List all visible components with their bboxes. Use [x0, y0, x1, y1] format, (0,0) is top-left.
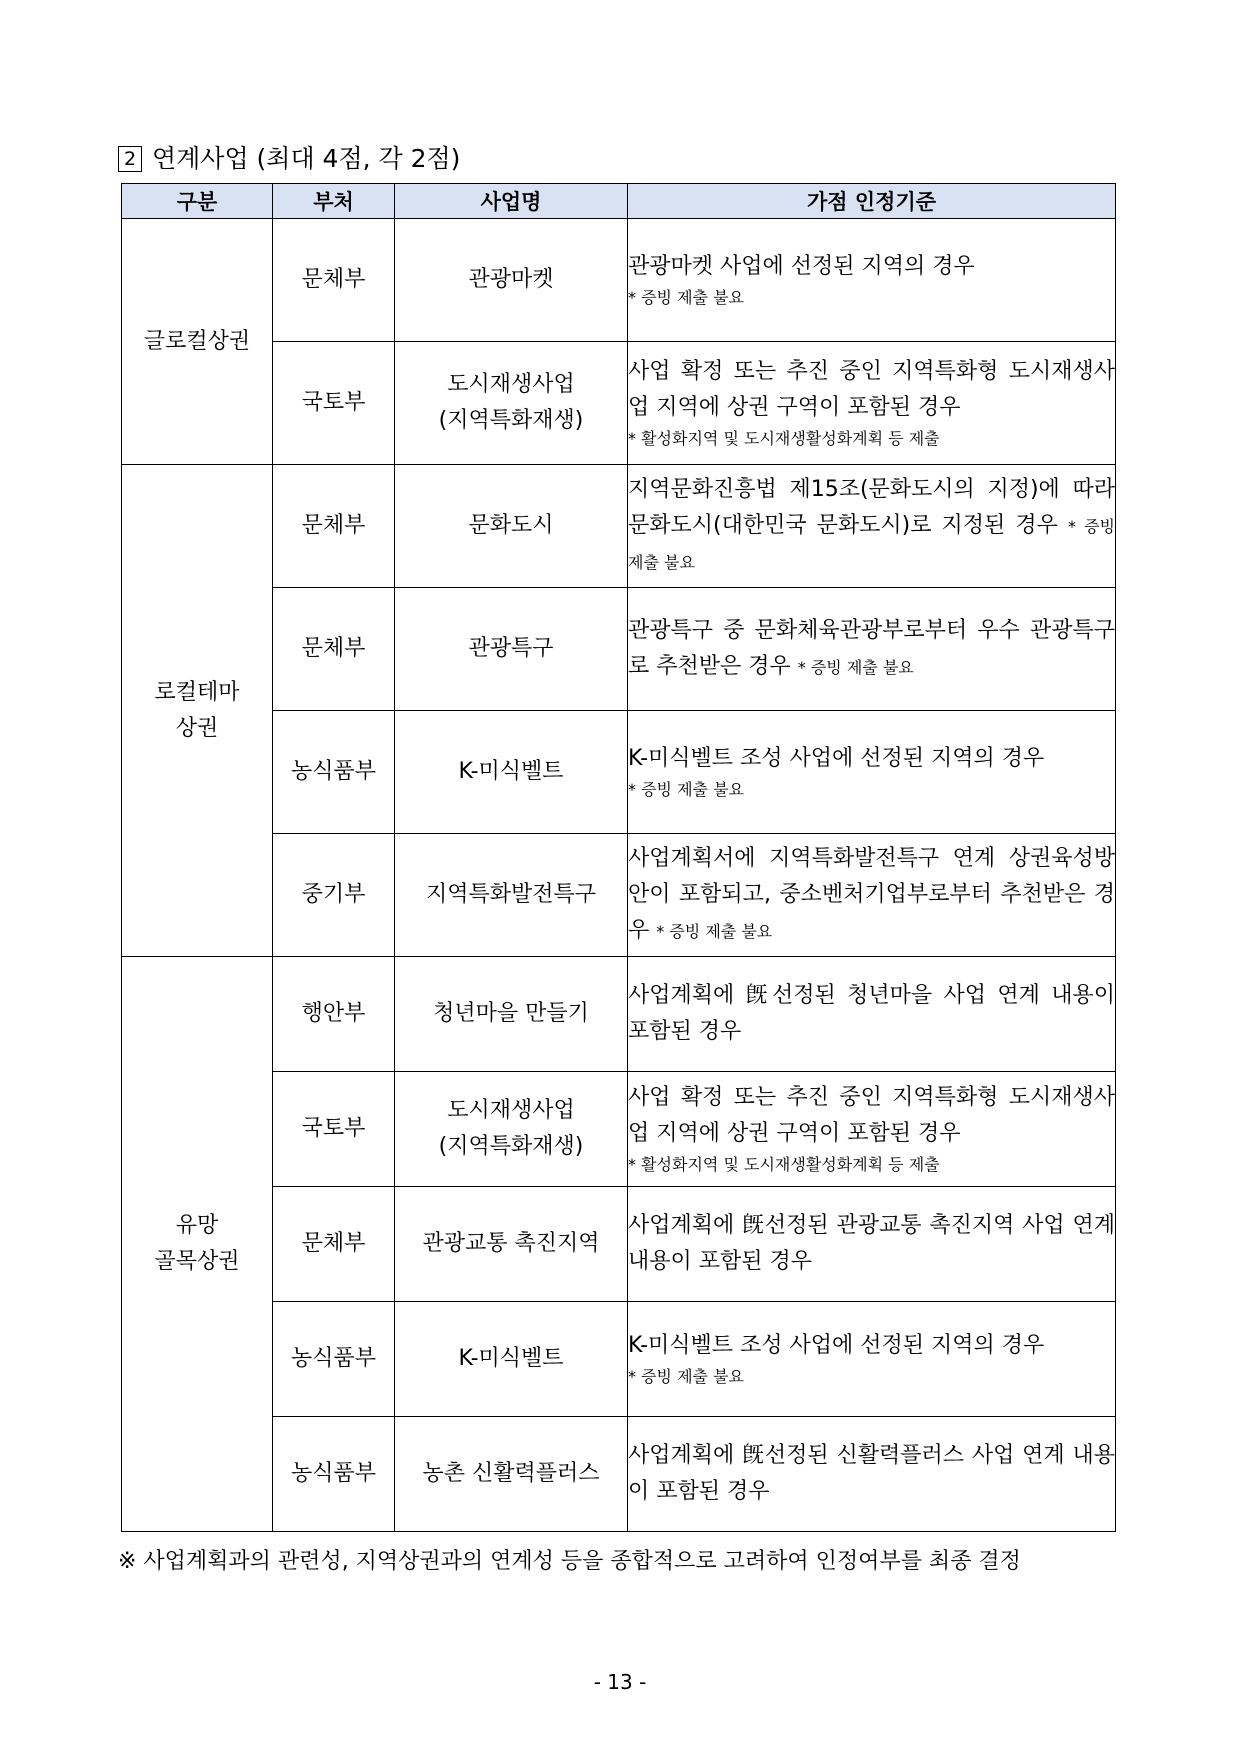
project-cell: 도시재생사업 (지역특화재생)	[395, 342, 628, 465]
criteria-cell	[628, 342, 1116, 465]
criteria-text: 사업계획서에 지역특화발전특구 연계 상권육성방안이 포함되고, 중소벤처기업부로부터 추천받은 경우	[628, 846, 1115, 943]
header-ministry: 부처	[273, 184, 395, 219]
section-number-box: 2	[118, 146, 142, 172]
project-cell: 문화도시	[395, 465, 628, 588]
category-cell: 로컬테마 상권	[122, 465, 273, 957]
project-cell: 관광교통 촉진지역	[395, 1187, 628, 1302]
section-title-text: 연계사업 (최대 4점, 각 2점)	[152, 144, 461, 173]
criteria-note: * 증빙 제출 불요	[797, 658, 914, 677]
ministry-cell: 문체부	[273, 588, 395, 711]
criteria-note: * 증빙 제출 불요	[628, 288, 744, 307]
criteria-note: * 활성화지역 및 도시재생활성화계획 등 제출	[628, 1155, 940, 1174]
table-row	[122, 219, 1116, 342]
criteria-note: * 증빙 제출 불요	[656, 922, 773, 941]
header-project: 사업명	[395, 184, 628, 219]
project-cell: 도시재생사업 (지역특화재생)	[395, 1072, 628, 1187]
ministry-cell: 문체부	[273, 465, 395, 588]
project-cell: 지역특화발전특구	[395, 834, 628, 957]
footnote: ※ 사업계획과의 관련성, 지역상권과의 연계성 등을 종합적으로 고려하여 인정여부를 최종 결정	[118, 1549, 1021, 1574]
criteria-note: * 증빙 제출 불요	[628, 780, 744, 799]
page-number: - 13 -	[593, 1670, 647, 1694]
criteria-cell	[628, 1072, 1116, 1187]
criteria-cell	[628, 1302, 1116, 1417]
criteria-cell	[628, 1187, 1116, 1302]
criteria-cell	[628, 465, 1116, 588]
ministry-cell: 문체부	[273, 1187, 395, 1302]
criteria-cell	[628, 1417, 1116, 1532]
table-row	[122, 465, 1116, 588]
project-cell: 관광특구	[395, 588, 628, 711]
project-cell: K-미식벨트	[395, 711, 628, 834]
ministry-cell: 행안부	[273, 957, 395, 1072]
criteria-cell	[628, 219, 1116, 342]
criteria-text: 사업계획에 旣선정된 청년마을 사업 연계 내용이 포함된 경우	[628, 983, 1115, 1044]
ministry-cell: 중기부	[273, 834, 395, 957]
table-header-row	[122, 184, 1116, 219]
ministry-cell: 국토부	[273, 1072, 395, 1187]
category-cell: 글로컬상권	[122, 219, 273, 465]
criteria-cell	[628, 834, 1116, 957]
ministry-cell: 국토부	[273, 342, 395, 465]
project-cell: 청년마을 만들기	[395, 957, 628, 1072]
criteria-text: 사업 확정 또는 추진 중인 지역특화형 도시재생사업 지역에 상권 구역이 포함된 경우	[628, 359, 1115, 420]
criteria-text: 사업계획에 旣선정된 관광교통 촉진지역 사업 연계 내용이 포함된 경우	[628, 1213, 1115, 1274]
criteria-cell	[628, 957, 1116, 1072]
ministry-cell: 농식품부	[273, 711, 395, 834]
header-category: 구분	[122, 184, 273, 219]
criteria-text: 관광마켓 사업에 선정된 지역의 경우	[628, 254, 975, 279]
ministry-cell: 농식품부	[273, 1417, 395, 1532]
criteria-note: * 증빙 제출 불요	[628, 517, 1115, 572]
criteria-cell	[628, 588, 1116, 711]
header-criteria: 가점 인정기준	[628, 184, 1116, 219]
criteria-note: * 증빙 제출 불요	[628, 1367, 744, 1386]
project-cell: 관광마켓	[395, 219, 628, 342]
criteria-text: K-미식벨트 조성 사업에 선정된 지역의 경우	[628, 1333, 1045, 1358]
section-title	[118, 142, 460, 176]
ministry-cell: 농식품부	[273, 1302, 395, 1417]
criteria-text: 사업 확정 또는 추진 중인 지역특화형 도시재생사업 지역에 상권 구역이 포함된 경우	[628, 1085, 1115, 1146]
project-cell: 농촌 신활력플러스	[395, 1417, 628, 1532]
criteria-text: K-미식벨트 조성 사업에 선정된 지역의 경우	[628, 746, 1045, 771]
project-cell: K-미식벨트	[395, 1302, 628, 1417]
criteria-text: 지역문화진흥법 제15조(문화도시의 지정)에 따라 문화도시(대한민국 문화도시)로 지정된 경우	[628, 477, 1115, 538]
ministry-cell: 문체부	[273, 219, 395, 342]
category-cell: 유망 골목상권	[122, 957, 273, 1532]
criteria-cell	[628, 711, 1116, 834]
criteria-note: * 활성화지역 및 도시재생활성화계획 등 제출	[628, 429, 940, 448]
linked-projects-table	[121, 183, 1116, 1532]
table-row	[122, 957, 1116, 1072]
criteria-text: 관광특구 중 문화체육관광부로부터 우수 관광특구로 추천받은 경우	[628, 618, 1115, 679]
criteria-text: 사업계획에 旣선정된 신활력플러스 사업 연계 내용이 포함된 경우	[628, 1443, 1115, 1504]
